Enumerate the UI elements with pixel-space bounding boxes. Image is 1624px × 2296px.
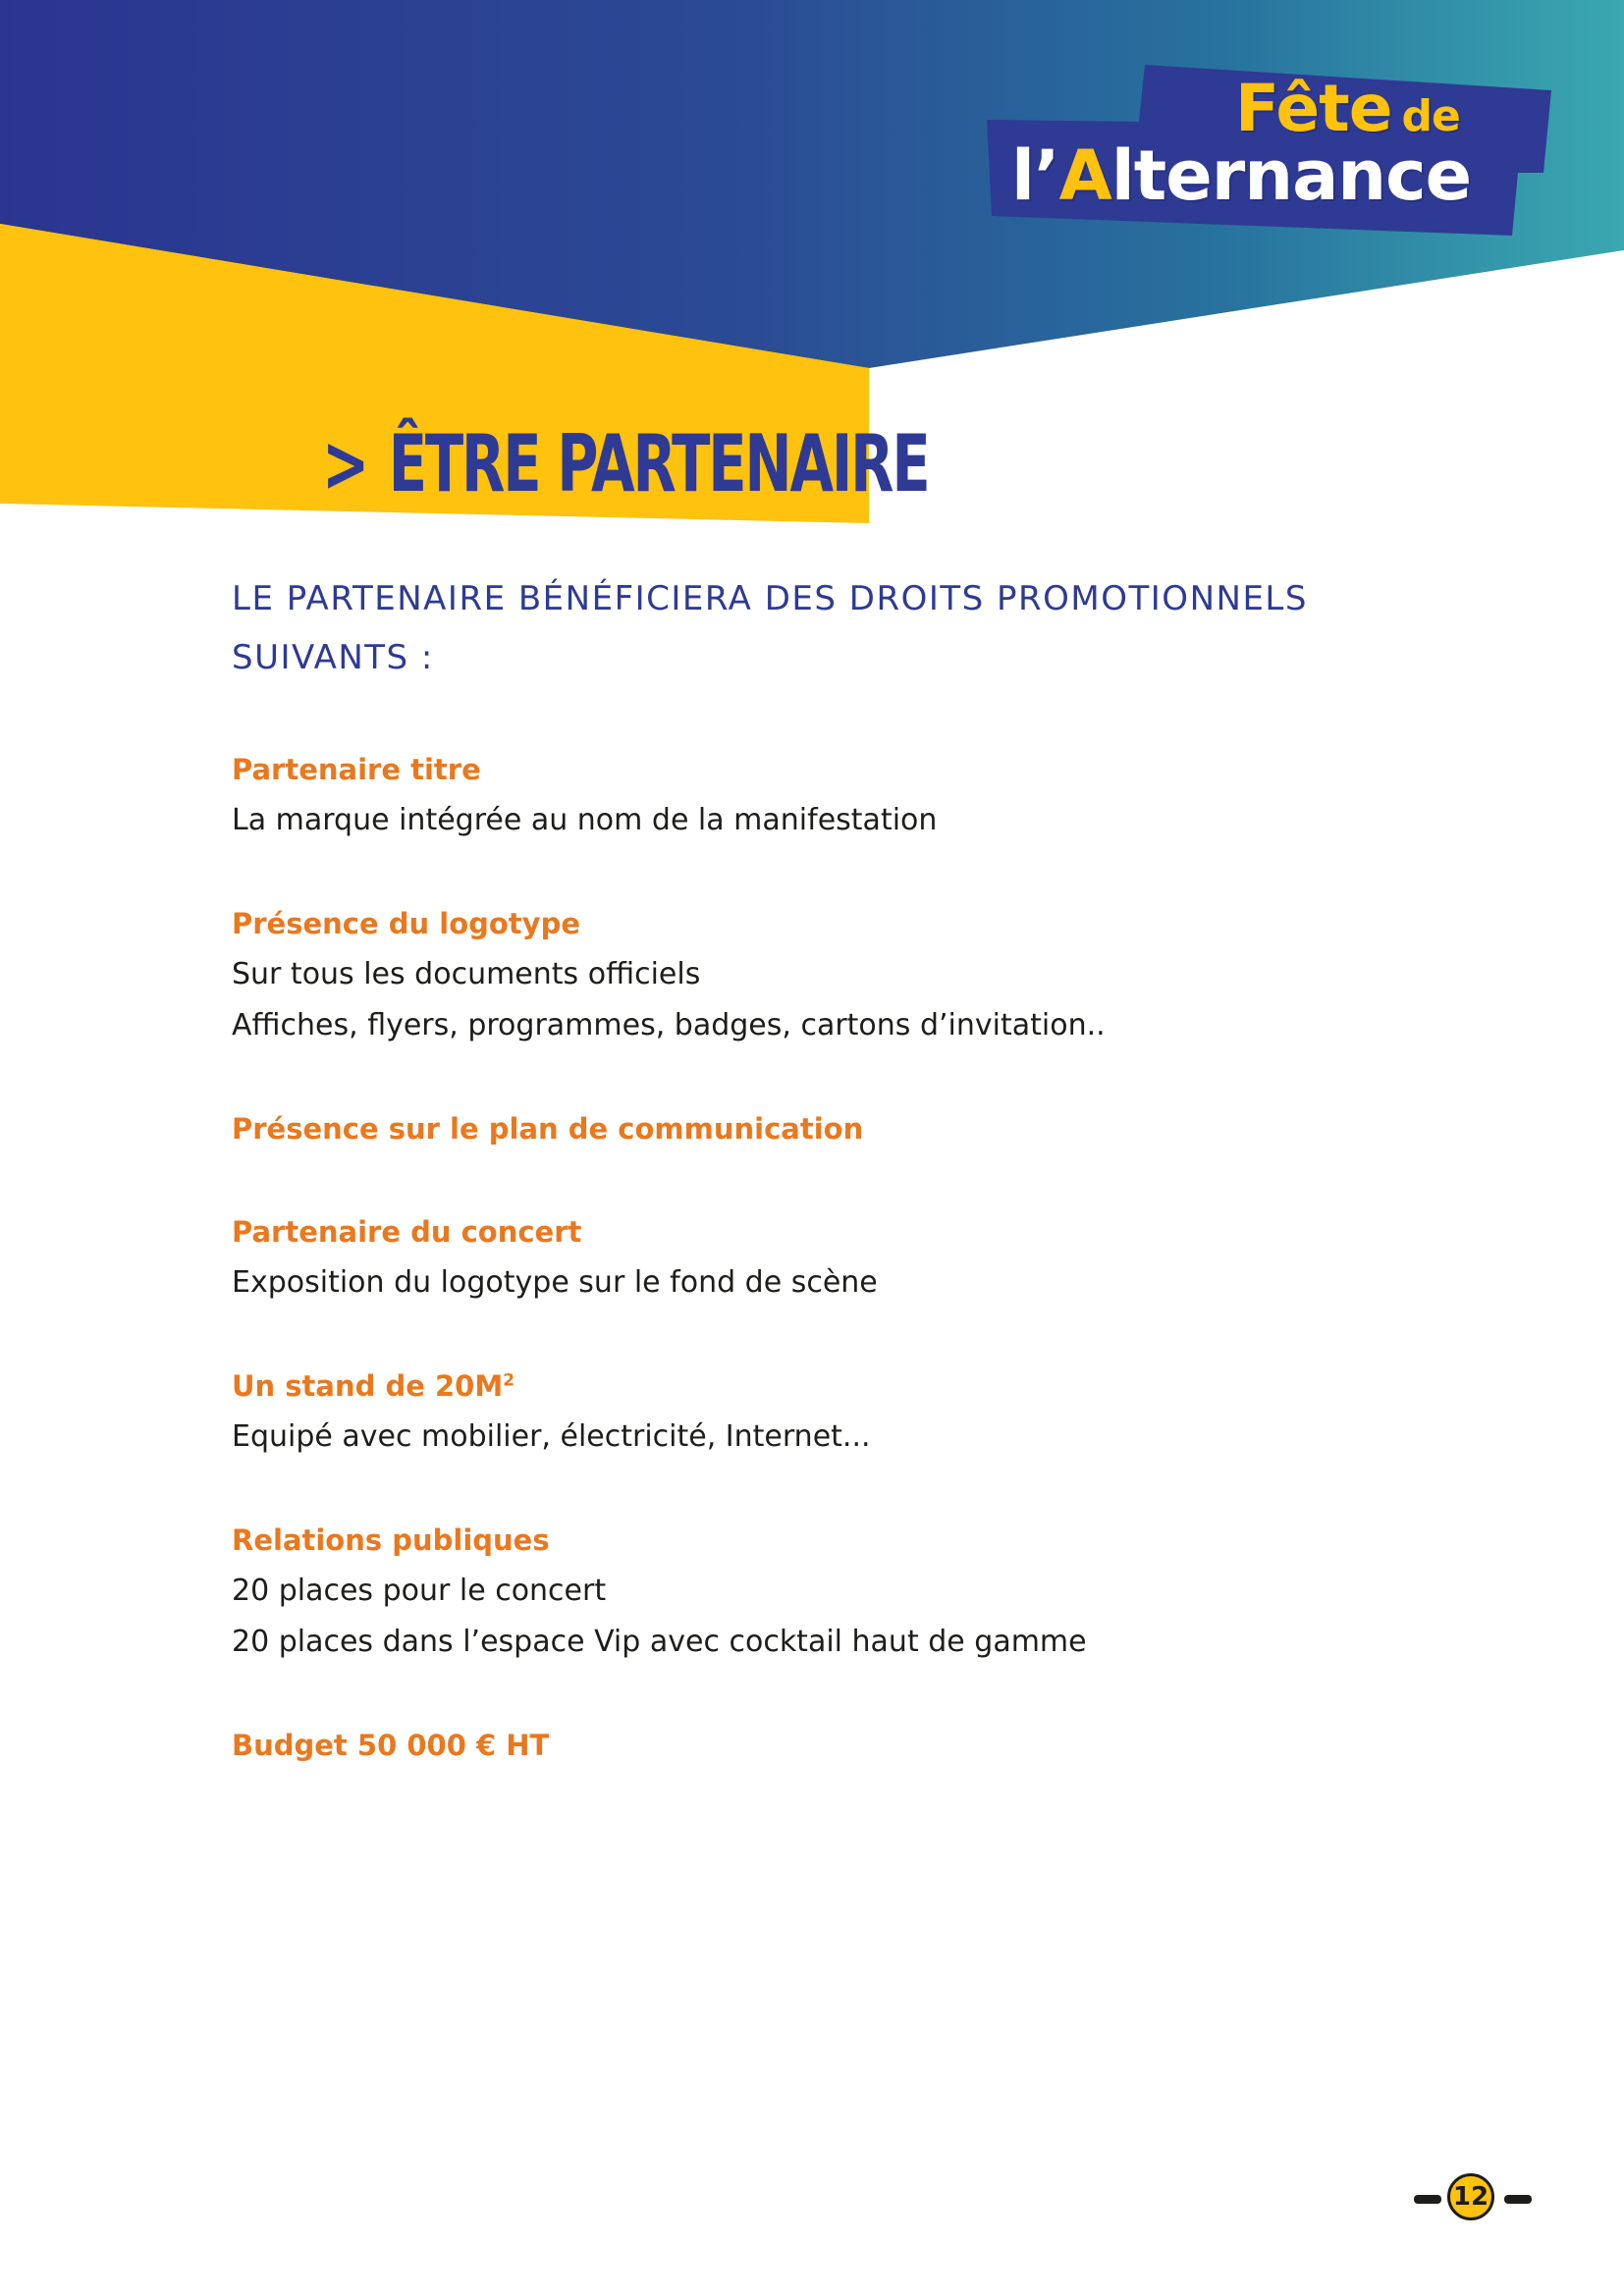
- section-title-text: ÊTRE PARTENAIRE: [388, 418, 929, 509]
- budget-title: Budget 50 000 € HT: [232, 1729, 550, 1762]
- logo-line-1: [1235, 71, 1460, 146]
- section-title: [322, 410, 929, 518]
- benefit-title: Relations publiques: [232, 1523, 550, 1557]
- benefit-detail: La marque intégrée au nom de la manifestation: [232, 803, 938, 837]
- section-title-marker: >: [322, 418, 368, 509]
- benefit-item: [232, 1720, 1410, 1771]
- fete-de-l-alternance-logo: [982, 61, 1571, 247]
- benefit-item: [232, 744, 1410, 846]
- intro-heading: [232, 569, 1390, 687]
- benefit-title: Présence sur le plan de communication: [232, 1112, 864, 1146]
- page-number-dash-right: [1504, 2195, 1532, 2204]
- logo-word-fete: Fête: [1235, 71, 1392, 146]
- benefit-item: [232, 1206, 1410, 1308]
- benefit-item: [232, 898, 1410, 1051]
- benefit-title: [232, 1361, 1410, 1412]
- benefit-item: [232, 1103, 1410, 1154]
- logo-word-lternance: lternance: [1110, 135, 1472, 216]
- benefit-detail: Exposition du logotype sur le fond de scène: [232, 1265, 878, 1300]
- logo-word-de: de: [1401, 91, 1460, 141]
- benefit-detail: Affiches, flyers, programmes, badges, cartons d’invitation..: [232, 1008, 1106, 1042]
- logo-letter-a: A: [1058, 135, 1111, 216]
- intro-line-1: LE PARTENAIRE BÉNÉFICIERA DES DROITS PROMOTIONNELS: [232, 579, 1308, 618]
- page-number: 12: [1447, 2173, 1494, 2220]
- page-number-badge: [1414, 2173, 1532, 2224]
- benefit-detail: Equipé avec mobilier, électricité, Internet...: [232, 1419, 871, 1454]
- benefit-title: Présence du logotype: [232, 907, 580, 940]
- benefits-list: [232, 744, 1410, 1823]
- benefit-title-superscript: 2: [503, 1370, 515, 1391]
- page-number-dash-left: [1414, 2195, 1441, 2204]
- benefit-title-text: Un stand de 20M: [232, 1369, 504, 1403]
- benefit-title: Partenaire titre: [232, 753, 481, 786]
- logo-line-2: [1011, 135, 1472, 216]
- benefit-item: [232, 1515, 1410, 1668]
- benefit-detail: 20 places dans l’espace Vip avec cocktail haut de gamme: [232, 1625, 1087, 1659]
- benefit-title: Partenaire du concert: [232, 1215, 582, 1249]
- benefit-item: [232, 1361, 1410, 1463]
- benefit-detail: 20 places pour le concert: [232, 1574, 607, 1608]
- benefit-detail: Sur tous les documents officiels: [232, 957, 701, 991]
- logo-apostrophe: l’: [1011, 135, 1059, 216]
- intro-line-2: SUIVANTS :: [232, 638, 434, 677]
